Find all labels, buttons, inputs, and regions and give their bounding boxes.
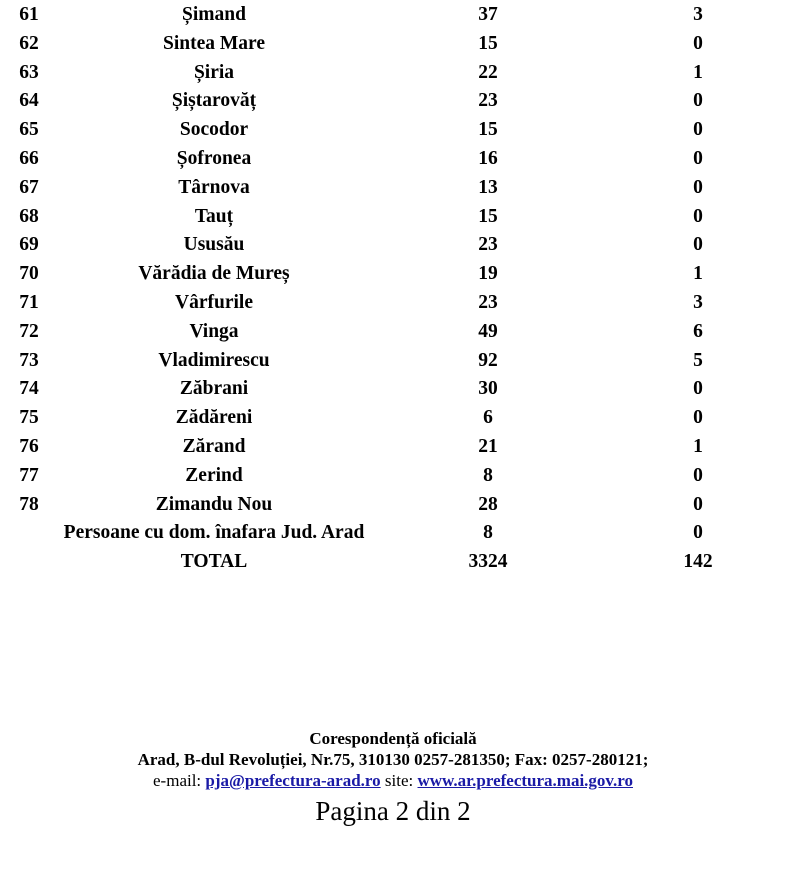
table-row <box>0 404 786 433</box>
count-cell: 0 <box>693 378 703 400</box>
count-cell: 19 <box>478 263 498 285</box>
count-cell: 6 <box>483 407 493 429</box>
locality-name: Sintea Mare <box>163 32 265 54</box>
table-row <box>0 59 786 88</box>
locality-name: Șimand <box>182 4 246 25</box>
row-number: 66 <box>19 147 39 169</box>
table-row <box>0 174 786 203</box>
count-cell: 23 <box>478 90 498 112</box>
count-cell: 0 <box>693 205 703 227</box>
data-table <box>0 1 786 577</box>
table-row <box>0 87 786 116</box>
count-cell: 0 <box>693 407 703 429</box>
row-number: 67 <box>19 176 39 198</box>
row-number: 65 <box>19 119 39 141</box>
row-number: 72 <box>19 320 39 342</box>
locality-name: Șofronea <box>176 147 252 169</box>
table-row <box>0 1 786 30</box>
locality-name: Vinga <box>189 320 239 342</box>
locality-name: Socodor <box>179 119 249 141</box>
row-number: 70 <box>19 263 39 285</box>
row-number: 75 <box>19 407 39 429</box>
row-number: 73 <box>19 349 39 371</box>
locality-name: Ususău <box>183 234 245 256</box>
locality-name: Târnova <box>178 176 250 198</box>
row-number: 62 <box>19 32 39 54</box>
count-cell: 49 <box>478 320 498 342</box>
table-row <box>0 116 786 145</box>
row-number: 77 <box>19 464 39 486</box>
count-cell: 3 <box>693 4 703 25</box>
table-row <box>0 491 786 520</box>
locality-name: Tauț <box>194 205 234 227</box>
row-number: 78 <box>19 493 39 515</box>
count-cell: 0 <box>693 493 703 515</box>
site-label: site: <box>384 771 414 790</box>
count-cell: 22 <box>478 61 498 83</box>
table-row <box>0 260 786 289</box>
count-cell: 0 <box>693 147 703 169</box>
count-cell: 0 <box>693 234 703 256</box>
count-cell: 37 <box>478 4 498 25</box>
locality-name: Zimandu Nou <box>155 493 273 515</box>
table-row <box>0 30 786 59</box>
table-row <box>0 433 786 462</box>
locality-name: Șiria <box>193 61 235 83</box>
count-cell: 5 <box>693 349 703 371</box>
table-row <box>0 145 786 174</box>
count-cell: 0 <box>693 522 703 544</box>
row-number: 68 <box>19 205 39 227</box>
total-label: TOTAL <box>180 551 248 573</box>
row-number: 64 <box>19 90 39 112</box>
footer-contact <box>0 771 786 791</box>
count-cell: 8 <box>483 464 493 486</box>
count-cell: 0 <box>693 176 703 198</box>
count-cell: 3 <box>693 291 703 313</box>
count-cell: 23 <box>478 234 498 256</box>
count-cell: 16 <box>478 147 498 169</box>
count-cell: 15 <box>478 32 498 54</box>
table-row <box>0 375 786 404</box>
page-number: Pagina 2 din 2 <box>315 796 471 826</box>
count-cell: 21 <box>478 435 498 457</box>
count-cell: 92 <box>478 349 498 371</box>
total-row <box>0 548 786 577</box>
table-row <box>0 318 786 347</box>
email-label: e-mail: <box>153 771 202 790</box>
row-number: 69 <box>19 234 39 256</box>
locality-name: Zădăreni <box>175 407 253 429</box>
count-cell: 28 <box>478 493 498 515</box>
table-row <box>0 347 786 376</box>
locality-name: Șiștarovăț <box>171 90 257 112</box>
count-cell: 15 <box>478 119 498 141</box>
row-number: 61 <box>19 4 39 25</box>
site-link[interactable]: www.ar.prefectura.mai.gov.ro <box>417 771 633 790</box>
email-link[interactable]: pja@prefectura-arad.ro <box>205 771 381 790</box>
footer-title: Corespondență oficială <box>309 729 477 748</box>
row-number: 63 <box>19 61 39 83</box>
count-cell: 30 <box>478 378 498 400</box>
count-cell: 1 <box>693 61 703 83</box>
locality-name: Zerind <box>185 464 243 486</box>
count-cell: 1 <box>693 263 703 285</box>
count-cell: 23 <box>478 291 498 313</box>
count-cell: 0 <box>693 32 703 54</box>
row-number: 71 <box>19 291 39 313</box>
locality-name: Vârfurile <box>175 291 253 313</box>
count-cell: 0 <box>693 464 703 486</box>
locality-name: Vărădia de Mureș <box>138 263 290 285</box>
total-value: 142 <box>683 551 713 573</box>
count-cell: 6 <box>693 320 703 342</box>
count-cell: 8 <box>483 522 493 544</box>
table-row <box>0 231 786 260</box>
table-row <box>0 203 786 232</box>
table-row <box>0 462 786 491</box>
locality-name: Zăbrani <box>179 378 249 400</box>
total-value: 3324 <box>468 551 508 573</box>
count-cell: 15 <box>478 205 498 227</box>
row-number: 74 <box>19 378 39 400</box>
locality-name: Vladimirescu <box>158 349 270 371</box>
table-row <box>0 289 786 318</box>
count-cell: 0 <box>693 90 703 112</box>
row-number: 76 <box>19 435 39 457</box>
locality-name: Persoane cu dom. înafara Jud. Arad <box>63 522 365 544</box>
table-row <box>0 519 786 548</box>
footer-address: Arad, B-dul Revoluției, Nr.75, 310130 0257-281350; Fax: 0257-280121; <box>137 750 649 769</box>
count-cell: 1 <box>693 435 703 457</box>
locality-name: Zărand <box>182 435 246 457</box>
count-cell: 13 <box>478 176 498 198</box>
count-cell: 0 <box>693 119 703 141</box>
